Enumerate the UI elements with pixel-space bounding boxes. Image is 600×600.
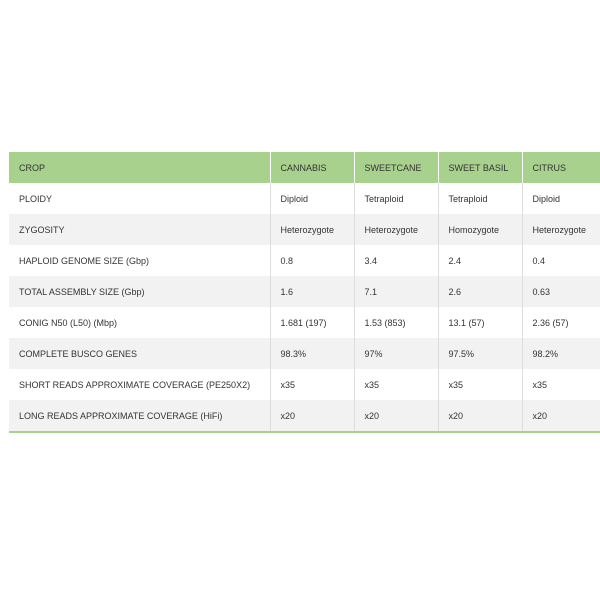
table-cell: x20 (270, 400, 354, 431)
header-cannabis: CANNABIS (270, 152, 354, 183)
table-cell: x20 (438, 400, 522, 431)
header-sweet-basil: SWEET BASIL (438, 152, 522, 183)
table-cell: x35 (532, 379, 548, 390)
table-cell: x35 (354, 369, 438, 400)
row-label: HAPLOID GENOME SIZE (Gbp) (9, 245, 270, 276)
table-cell: Heterozygote (270, 214, 354, 245)
table-header-row (9, 152, 600, 183)
table-row (9, 338, 600, 369)
table-cell: x20 (532, 410, 548, 421)
table-cell: 97% (354, 338, 438, 369)
table-row (9, 307, 600, 338)
row-label: CONIG N50 (L50) (Mbp) (9, 307, 270, 338)
table-cell: Diploid (532, 193, 561, 204)
header-sweetcane: SWEETCANE (354, 152, 438, 183)
row-label: TOTAL ASSEMBLY SIZE (Gbp) (9, 276, 270, 307)
table-row (9, 369, 600, 400)
table-cell: 2.4 (438, 245, 522, 276)
table-cell: 98.3% (270, 338, 354, 369)
table-cell: 0.4 (532, 255, 546, 266)
table-cell: x35 (270, 369, 354, 400)
header-citrus: CITRUS (532, 162, 566, 173)
table-cell: 98.2% (532, 348, 559, 359)
table-row (9, 183, 600, 214)
table-row (9, 276, 600, 307)
table-cell: 0.8 (270, 245, 354, 276)
table-cell: Heterozygote (354, 214, 438, 245)
table-cell: 2.6 (438, 276, 522, 307)
table-cell: 1.6 (270, 276, 354, 307)
table-cell: 97.5% (438, 338, 522, 369)
table-cell: 3.4 (354, 245, 438, 276)
table-cell: 7.1 (354, 276, 438, 307)
row-label: ZYGOSITY (9, 214, 270, 245)
table-cell: x20 (354, 400, 438, 431)
table-cell: 1.681 (197) (270, 307, 354, 338)
table-cell: Tetraploid (354, 183, 438, 214)
row-label: LONG READS APPROXIMATE COVERAGE (HiFi) (9, 400, 270, 431)
crop-comparison-table-wrapper (9, 152, 600, 433)
table-cell: 2.36 (57) (532, 317, 569, 328)
table-cell: Homozygote (438, 214, 522, 245)
row-label: SHORT READS APPROXIMATE COVERAGE (PE250X2) (9, 369, 270, 400)
crop-comparison-table (9, 152, 600, 431)
header-crop: CROP (9, 152, 270, 183)
table-cell: 13.1 (57) (438, 307, 522, 338)
table-cell: 1.53 (853) (354, 307, 438, 338)
row-label: COMPLETE BUSCO GENES (9, 338, 270, 369)
table-cell: Tetraploid (438, 183, 522, 214)
row-label: PLOIDY (9, 183, 270, 214)
table-cell: 0.63 (532, 286, 551, 297)
table-cell: Diploid (270, 183, 354, 214)
table-cell: Heterozygote (532, 224, 587, 235)
table-row (9, 245, 600, 276)
table-cell: x35 (438, 369, 522, 400)
table-row (9, 214, 600, 245)
table-row (9, 400, 600, 431)
